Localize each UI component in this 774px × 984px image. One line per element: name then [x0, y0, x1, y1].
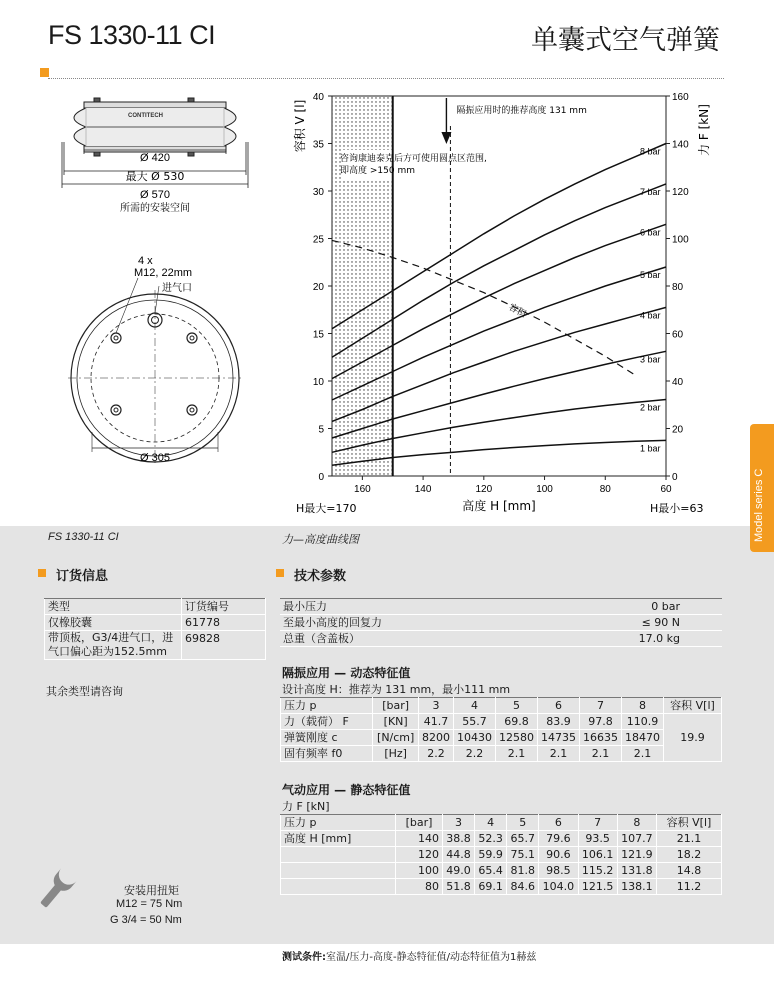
dyn-cell: 2.1: [495, 746, 537, 762]
y-left-tick-label: 25: [312, 234, 324, 246]
st-cell: 131.8: [617, 863, 656, 879]
air-inlet-label: 进气口: [162, 283, 192, 294]
tech-square: [276, 569, 284, 577]
x-axis-label: 高度 H [mm]: [462, 499, 536, 513]
dyn-cell: 2.2: [418, 746, 453, 762]
order-row: [45, 631, 266, 660]
top-view-plate: [68, 278, 242, 466]
st-cell: 84.6: [507, 879, 539, 895]
dyn-cell: 41.7: [418, 714, 453, 730]
order-col-number: 订货编号: [182, 599, 266, 615]
st-pressure-unit: [bar]: [396, 815, 443, 831]
order-table: [44, 598, 266, 660]
static-row: [281, 847, 722, 863]
dim-420: Ø 420: [140, 152, 170, 164]
y-right-tick-label: 160: [672, 92, 689, 103]
st-cell: 38.8: [443, 831, 475, 847]
dyn-pressure-label: 压力 p: [281, 698, 373, 714]
bolt-note-2: M12, 22mm: [134, 267, 193, 279]
st-p: 8: [617, 815, 656, 831]
rec-annotation: 隔振应用时的推荐高度 131 mm: [456, 106, 587, 116]
y-left-tick-label: 35: [312, 139, 324, 151]
dynamic-row: [281, 746, 722, 762]
order-col-type: 类型: [45, 599, 182, 615]
drawing-panel: [38, 80, 266, 526]
curve-label: 6 bar: [640, 227, 661, 238]
st-cell: 90.6: [539, 847, 578, 863]
order-type: 带顶板，G3/4进气口，进气口偏心距为152.5mm: [45, 631, 182, 660]
dyn-p: 3: [418, 698, 453, 714]
x-tick-label: 120: [475, 484, 493, 495]
st-cell: 107.7: [617, 831, 656, 847]
dyn-cell: 69.8: [495, 714, 537, 730]
st-cell: 75.1: [507, 847, 539, 863]
st-cell: 44.8: [443, 847, 475, 863]
static-row: [281, 831, 722, 847]
order-square: [38, 569, 46, 577]
dynamic-table: [280, 697, 722, 762]
dyn-p: 8: [621, 698, 663, 714]
dyn-cell: 8200: [418, 730, 453, 746]
order-table-wrap: [44, 598, 266, 660]
dyn-p: 7: [579, 698, 621, 714]
dyn-cell: 55.7: [453, 714, 495, 730]
tech-value: ≤ 90 N: [523, 615, 722, 631]
dynamic-table-wrap: [280, 697, 722, 762]
dyn-cell: 16635: [579, 730, 621, 746]
st-cell: 52.3: [475, 831, 507, 847]
dyn-pressure-unit: [bar]: [373, 698, 419, 714]
dyn-cell: 2.1: [621, 746, 663, 762]
y-left-tick-label: 0: [318, 472, 324, 483]
tech-row: [280, 631, 722, 647]
y-right-tick-label: 140: [672, 139, 689, 151]
st-cell: 51.8: [443, 879, 475, 895]
chart-caption: 力—高度曲线图: [282, 533, 359, 546]
x-tick-label: 80: [599, 484, 611, 495]
y-left-tick-label: 20: [312, 282, 324, 293]
st-cell: 65.7: [507, 831, 539, 847]
dynamic-header-row: [281, 698, 722, 714]
consult-annotation-1: 咨询康迪泰克后方可使用圆点区范围,: [340, 154, 487, 164]
dyn-cell: 2.1: [579, 746, 621, 762]
dyn-cell: 2.1: [537, 746, 579, 762]
side-tab-label: Model series C: [753, 468, 765, 542]
st-cell: 121.9: [617, 847, 656, 863]
dyn-cell: 14735: [537, 730, 579, 746]
consult-annotation-2: 即高度 >150 mm: [340, 166, 415, 176]
st-cell: 93.5: [578, 831, 617, 847]
x-tick-label: 60: [660, 484, 672, 495]
y-right-tick-label: 80: [672, 282, 684, 293]
dyn-cell: 110.9: [621, 714, 663, 730]
st-height: 120: [396, 847, 443, 863]
st-p: 3: [443, 815, 475, 831]
x-max-label: H最小=63: [650, 502, 704, 515]
curve-label: 4 bar: [640, 310, 661, 321]
static-table: [280, 814, 722, 895]
static-table-wrap: [280, 814, 722, 895]
tech-row: [280, 615, 722, 631]
order-row: [45, 615, 266, 631]
st-cell: 49.0: [443, 863, 475, 879]
st-cell: 81.8: [507, 863, 539, 879]
st-cell: 104.0: [539, 879, 578, 895]
st-volume: 11.2: [657, 879, 722, 895]
curve-label: 5 bar: [640, 270, 661, 280]
dyn-cell: 18470: [621, 730, 663, 746]
order-type: 仅橡胶囊: [45, 615, 182, 631]
x-tick-label: 100: [536, 484, 553, 495]
dim-530: 最大 Ø 530: [125, 170, 185, 183]
order-heading: 订货信息: [56, 569, 109, 584]
footer-note: [282, 948, 536, 963]
drawing-caption: FS 1330-11 CI: [48, 531, 119, 543]
bellows-side-view: [74, 98, 236, 156]
st-cell: 98.5: [539, 863, 578, 879]
dyn-row-label: 弹簧刚度 c: [281, 730, 373, 746]
y-left-label: 容积 V [l]: [293, 99, 307, 153]
curve-label: 7 bar: [640, 186, 661, 197]
tech-table-wrap: [280, 598, 722, 647]
tech-value: 0 bar: [523, 599, 722, 615]
dyn-volume-value: 19.9: [663, 714, 721, 762]
chart-panel: [274, 80, 722, 526]
y-right-tick-label: 100: [672, 234, 689, 246]
dyn-cell: 10430: [453, 730, 495, 746]
st-p: 5: [507, 815, 539, 831]
dyn-row-unit: [Hz]: [373, 746, 419, 762]
order-number: 69828: [182, 631, 266, 660]
st-pressure-label: 压力 p: [281, 815, 396, 831]
footer-text: 室温/压力-高度-静态特征值/动态特征值为1赫兹: [326, 952, 537, 963]
wrench-icon: [34, 868, 78, 912]
y-left-tick-label: 15: [312, 329, 324, 341]
st-cell: 121.5: [578, 879, 617, 895]
tech-row: [280, 599, 722, 615]
st-cell: 79.6: [539, 831, 578, 847]
curve-label: 8 bar: [640, 146, 661, 157]
st-cell: 65.4: [475, 863, 507, 879]
y-left-tick-label: 5: [318, 424, 324, 436]
st-volume: 21.1: [657, 831, 722, 847]
technical-drawing: [38, 80, 266, 526]
volume-label: 容积: [506, 302, 528, 320]
tech-value: 17.0 kg: [523, 631, 722, 647]
product-title: 单囊式空气弹簧: [531, 25, 720, 56]
st-p: 6: [539, 815, 578, 831]
dyn-cell: 83.9: [537, 714, 579, 730]
footer-bold: 测试条件:: [282, 952, 326, 963]
st-height: 100: [396, 863, 443, 879]
dyn-cell: 12580: [495, 730, 537, 746]
x-min-label: H最大=170: [296, 502, 357, 515]
st-volume: 18.2: [657, 847, 722, 863]
st-cell: 115.2: [578, 863, 617, 879]
st-cell: 69.1: [475, 879, 507, 895]
tech-table: [280, 598, 722, 647]
dim-570: Ø 570: [140, 189, 170, 201]
curve-label: 3 bar: [640, 354, 661, 365]
x-tick-label: 140: [414, 484, 432, 495]
y-left-tick-label: 10: [312, 377, 324, 388]
bolt-note-1: 4 x: [138, 255, 153, 267]
st-p: 4: [475, 815, 507, 831]
order-note: 其余类型请咨询: [46, 685, 123, 698]
st-p: 7: [578, 815, 617, 831]
tech-label: 总重（含盖板）: [280, 631, 523, 647]
st-cell: 106.1: [578, 847, 617, 863]
st-height: 140: [396, 831, 443, 847]
tech-label: 至最小高度的回复力: [280, 615, 523, 631]
y-right-tick-label: 40: [672, 377, 684, 388]
tech-label: 最小压力: [280, 599, 523, 615]
torque-title: 安装用扭矩: [124, 884, 179, 897]
dyn-row-unit: [KN]: [373, 714, 419, 730]
y-right-label: 力 F [kN]: [697, 104, 711, 156]
st-volume-label: 容积 V[l]: [657, 815, 722, 831]
y-right-tick-label: 20: [672, 424, 684, 436]
dyn-volume-label: 容积 V[l]: [663, 698, 721, 714]
st-cell: 138.1: [617, 879, 656, 895]
accent-square: [40, 68, 49, 77]
header-rule: [48, 78, 724, 79]
order-header-row: [45, 599, 266, 615]
model-series-tab[interactable]: [750, 424, 774, 552]
static-row: [281, 863, 722, 879]
st-height-label: 高度 H [mm]: [281, 831, 396, 847]
dyn-cell: 97.8: [579, 714, 621, 730]
dyn-cell: 2.2: [453, 746, 495, 762]
dynamic-row: [281, 714, 722, 730]
curve-label: 1 bar: [640, 443, 661, 454]
force-height-chart: [274, 80, 722, 526]
dyn-p: 4: [453, 698, 495, 714]
st-volume: 14.8: [657, 863, 722, 879]
curve-label: 2 bar: [640, 402, 661, 413]
y-right-tick-label: 60: [672, 329, 684, 341]
tech-heading: 技术参数: [294, 569, 347, 584]
model-title: FS 1330-11 CI: [48, 20, 216, 50]
dyn-row-label: 固有频率 f0: [281, 746, 373, 762]
dyn-row-unit: [N/cm]: [373, 730, 419, 746]
dyn-p: 5: [495, 698, 537, 714]
dyn-row-label: 力（载荷） F: [281, 714, 373, 730]
torque-g34: G 3/4 = 50 Nm: [110, 914, 182, 926]
dyn-p: 6: [537, 698, 579, 714]
st-cell: 59.9: [475, 847, 507, 863]
static-row: [281, 879, 722, 895]
st-height: 80: [396, 879, 443, 895]
y-right-tick-label: 0: [672, 472, 678, 483]
static-heading: 气动应用 — 静态特征值: [282, 783, 411, 797]
install-note: 所需的安装空间: [120, 203, 190, 214]
y-left-tick-label: 40: [312, 92, 324, 103]
order-number: 61778: [182, 615, 266, 631]
plate-dia: Ø 305: [140, 452, 170, 464]
dynamic-heading: 隔振应用 — 动态特征值: [282, 666, 411, 680]
torque-m12: M12 = 75 Nm: [116, 898, 183, 910]
dynamic-subtitle: 设计高度 H：推荐为 131 mm，最小111 mm: [282, 683, 511, 696]
static-subtitle: 力 F [kN]: [282, 800, 330, 813]
y-right-tick-label: 120: [672, 187, 689, 198]
x-tick-label: 160: [354, 484, 371, 495]
logo-text: CONTITECH: [128, 113, 163, 119]
dynamic-row: [281, 730, 722, 746]
y-left-tick-label: 30: [312, 187, 324, 198]
static-header-row: [281, 815, 722, 831]
